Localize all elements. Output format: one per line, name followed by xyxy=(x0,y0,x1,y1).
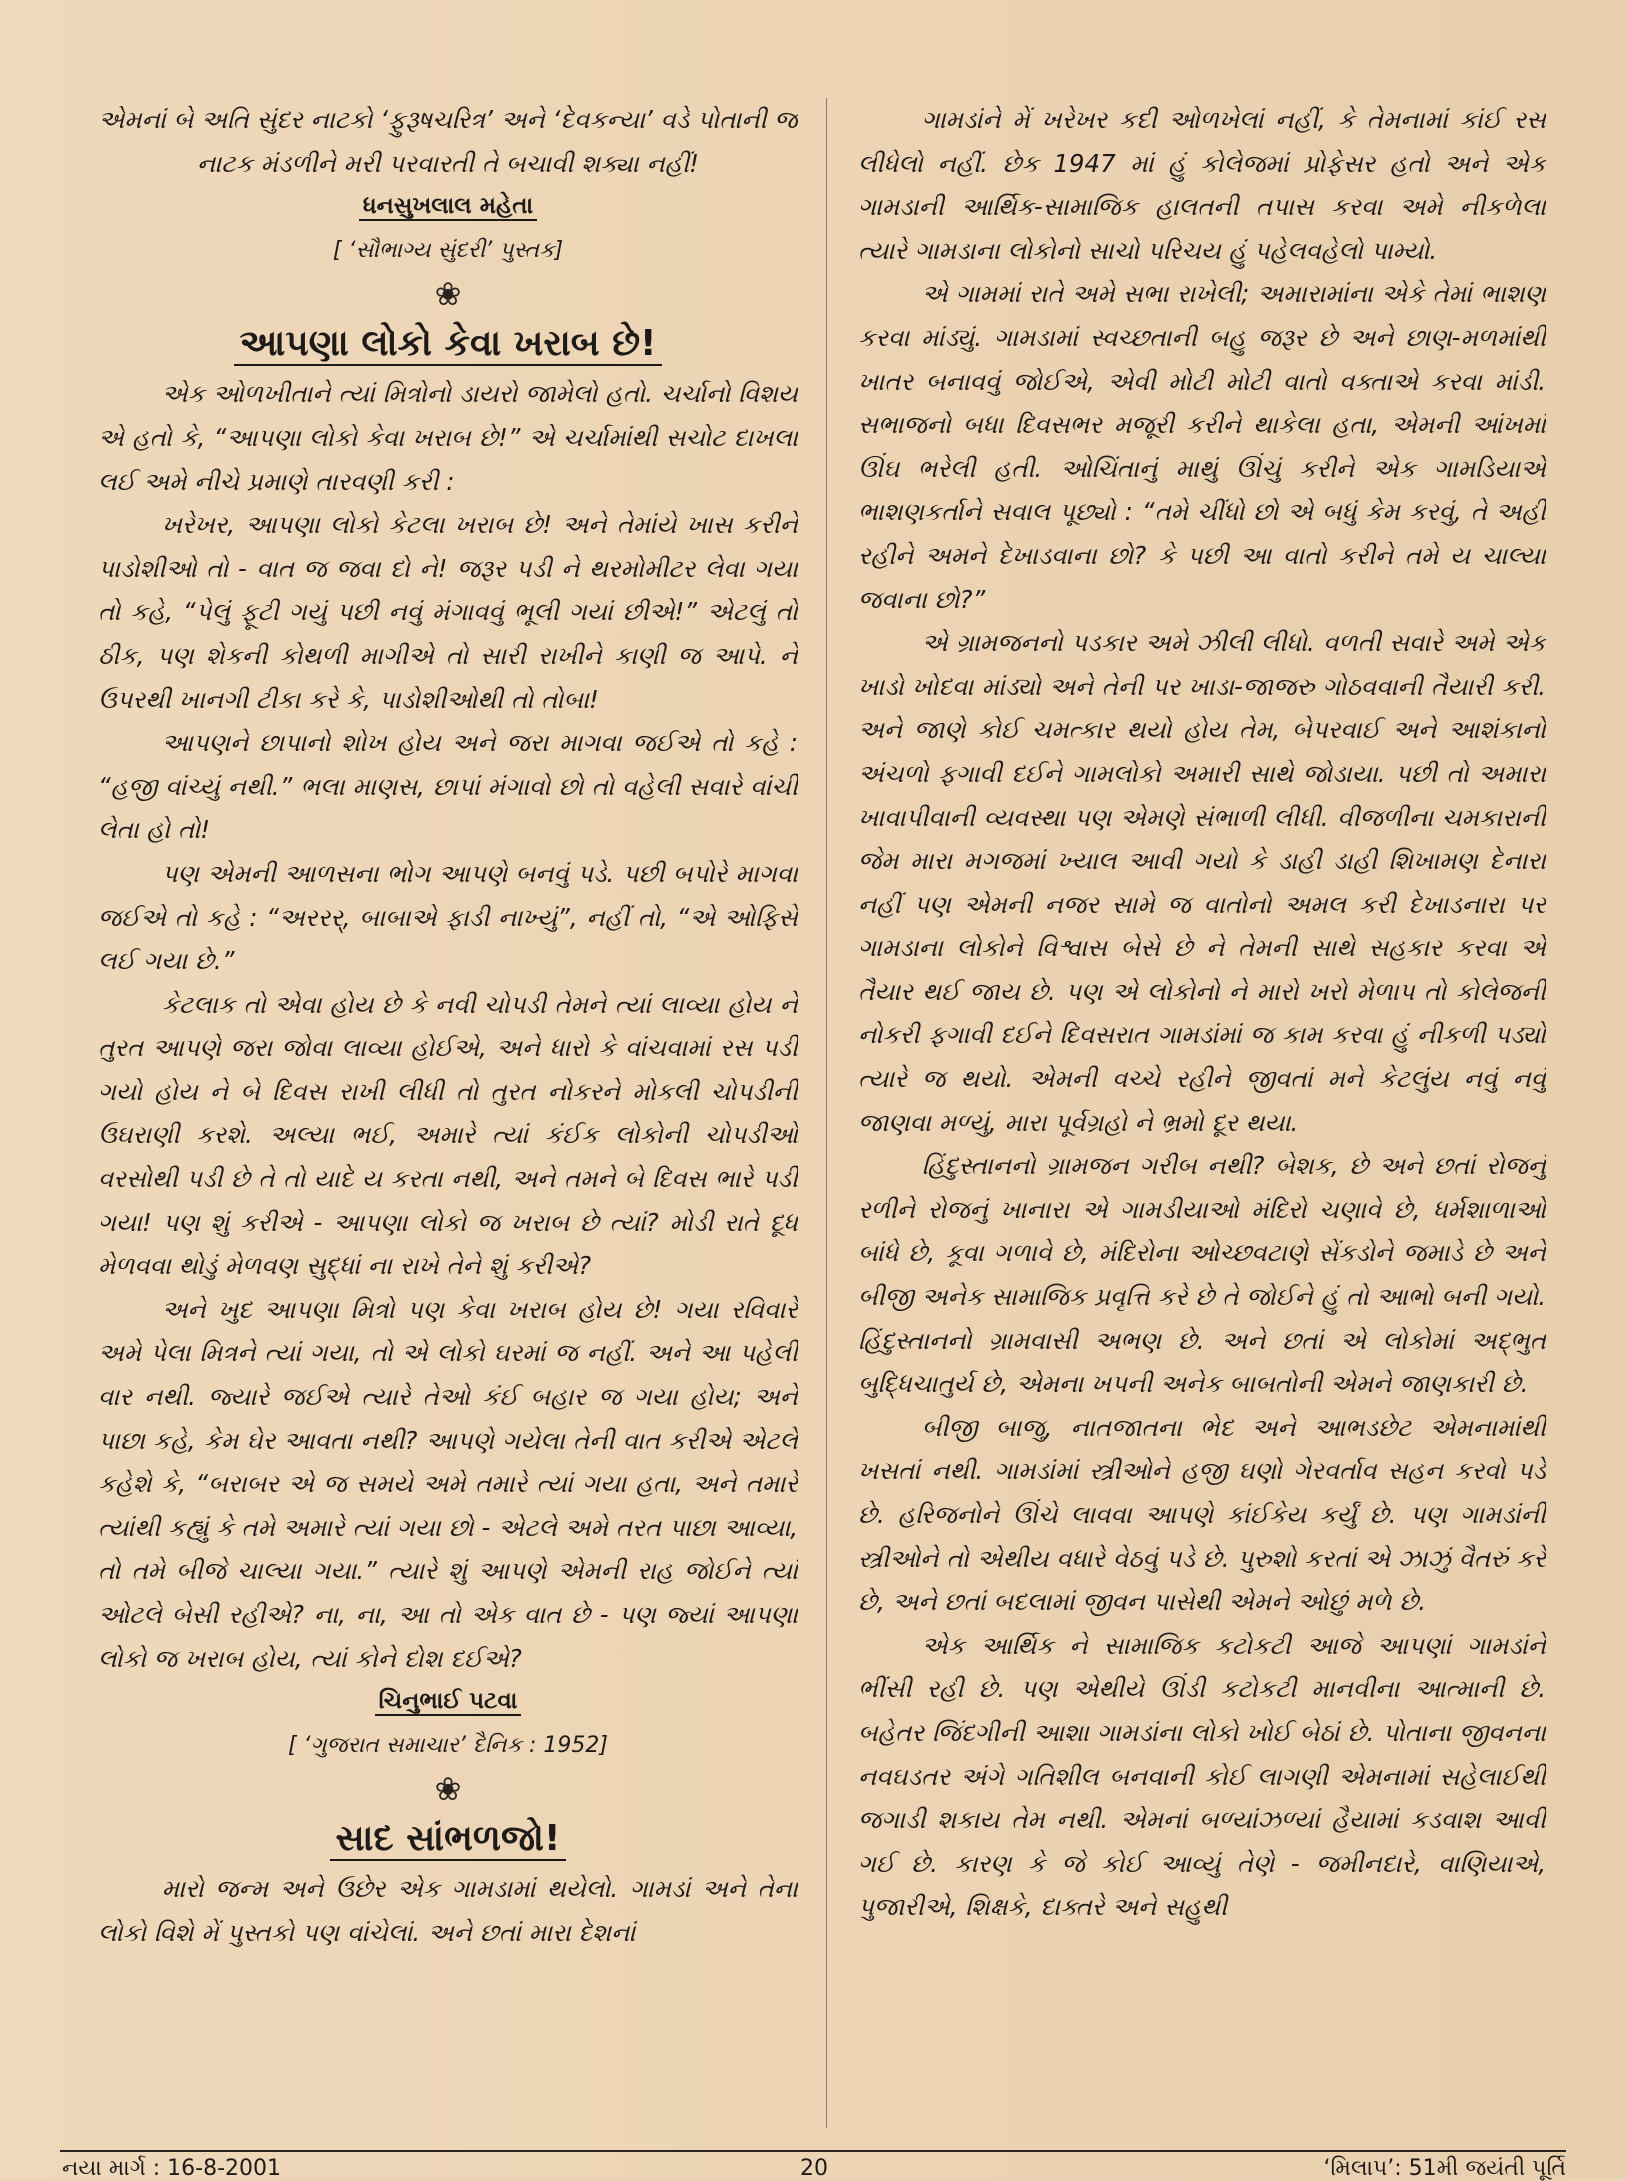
article-heading-text: આપણા લોકો કેવા ખરાબ છે! xyxy=(234,323,663,366)
paragraph: ખરેખર, આપણા લોકો કેટલા ખરાબ છે! અને તેમાંયે ખાસ કરીને પાડોશીઓ તો - વાત જ જવા દો ને! જરૂર પડી ને થરમોમીટર લેવા ગયા તો કહે, “પેલું ફૂટી ગયું પછી નવું મંગાવવું ભૂલી ગયાં છીએ!” એટલું તો ઠીક, પણ શેકની કોથળી માગીએ તો સારી રાખીને કાણી જ આપે. ને ઉપરથી ખાનગી ટીકા કરે કે, પાડોશીઓથી તો તોબા! xyxy=(98,510,798,714)
paragraph: આપણને છાપાનો શોખ હોય અને જરા માગવા જઈએ તો કહે : “હજી વાંચ્યું નથી.” ભલા માણસ, છાપાં મંગાવો છો તો વહેલી સવારે વાંચી લેતા હો તો! xyxy=(98,728,798,845)
paragraph: અને ખુદ આપણા મિત્રો પણ કેવા ખરાબ હોય છે! ગયા રવિવારે અમે પેલા મિત્રને ત્યાં ગયા, તો એ લોકો ઘરમાં જ નહીં. અને આ પહેલી વાર નથી. જ્યારે જઈએ ત્યારે તેઓ કંઈ બહાર જ ગયા હોય; અને પાછા કહે, કેમ ઘેર આવતા નથી? આપણે ગયેલા તેની વાત કરીએ એટલે કહેશે કે, “બરાબર એ જ સમયે અમે તમારે ત્યાં ગયા હતા, અને તમારે ત્યાંથી કહ્યું કે તમે અમારે ત્યાં ગયા છો - એટલે અમે તરત પાછા આવ્યા, તો તમે બીજે ચાલ્યા ગયા.” ત્યારે શું આપણે એમની રાહ જોઈને ત્યાં ઓટલે બેસી રહીએ? ના, ના, આ તો એક વાત છે - પણ જ્યાં આપણા લોકો જ ખરાબ હોય, ત્યાં કોને દોશ દઈએ? xyxy=(98,1294,798,1673)
author-source: [ ‘સૌભાગ્ય સુંદરી’ પુસ્તક] xyxy=(332,237,564,263)
intro-text: એમનાં બે અતિ સુંદર નાટકો ‘ફુરૂષચરિત્ર’ અને ‘દેવકન્યા’ વડે પોતાની જ નાટક મંડળીને મરી પરવારતી તે બચાવી શક્યા નહીં! xyxy=(98,105,798,178)
column-divider xyxy=(826,98,827,2128)
author-name xyxy=(98,185,798,229)
paragraph: બીજી બાજુ, નાતજાતના ભેદ અને આભડછેટ એમનામાંથી ખસતાં નથી. ગામડાંમાં સ્ત્રીઓને હજી ઘણો ગેરવર્તાવ સહન કરવો પડે છે. હરિજનોને ઊંચે લાવવા આપણે કાંઈકેય કર્યું છે. પણ ગામડાંની સ્ત્રીઓને તો એથીય વધારે વેઠવું પડે છે. પુરુશો કરતાં એ ઝાઝું વૈતરું કરે છે, અને છતાં બદલામાં જીવન પાસેથી એમને ઓછું મળે છે. xyxy=(858,1412,1546,1617)
flower-ornament-icon: ❀ xyxy=(434,275,462,314)
article-heading-text: સાદ સાંભળજો! xyxy=(330,1818,567,1861)
author-source: [ ‘ગુજરાત સમાચાર’ દૈનિક : 1952] xyxy=(287,1732,609,1758)
page-number: 20 xyxy=(800,2156,828,2181)
right-column xyxy=(858,98,1546,2133)
author-name-text: ધનસુખલાલ મહેતા xyxy=(359,193,537,221)
paragraph: એક આર્થિક ને સામાજિક કટોકટી આજે આપણાં ગામડાંને ભીંસી રહી છે. પણ એથીયે ઊંડી કટોકટી માનવીના આત્માની છે. બહેતર જિંદગીની આશા ગામડાંના લોકો ખોઈ બેઠાં છે. પોતાના જીવનના નવઘડતર અંગે ગતિશીલ બનવાની કોઈ લાગણી એમનામાં સહેલાઈથી જગાડી શકાય તેમ નથી. એમનાં બળ્યાંઝળ્યાં હૈયામાં કડવાશ આવી ગઈ છે. કારણ કે જે કોઈ આવ્યું તેણે - જમીનદારે, વાણિયાએ, પુજારીએ, શિક્ષકે, દાક્તરે અને સહુથી xyxy=(858,1630,1546,1922)
left-column xyxy=(98,98,798,2133)
paragraph: પણ એમની આળસના ભોગ આપણે બનવું પડે. પછી બપોરે માગવા જઈએ તો કહે : “અરરર્, બાબાએ ફાડી નાખ્યું”, નહીં તો, “એ ઓફિસે લઈ ગયા છે.” xyxy=(98,858,798,976)
paragraph: એ ગ્રામજનનો પડકાર અમે ઝીલી લીધો. વળતી સવારે અમે એક ખાડો ખોદવા માંડ્યો અને તેની પર ખાડા-જાજરુ ગોઠવવાની તૈયારી કરી. અને જાણે કોઈ ચમત્કાર થયો હોય તેમ, બેપરવાઈ અને આશંકાનો અંચળો ફગાવી દઈને ગામલોકો અમારી સાથે જોડાયા. પછી તો અમારા ખાવાપીવાની વ્યવસ્થા પણ એમણે સંભાળી લીધી. વીજળીના ચમકારાની જેમ મારા મગજમાં ખ્યાલ આવી ગયો કે ડાહી ડાહી શિખામણ દેનારા નહીં પણ એમની નજર સામે જ વાતોનો અમલ કરી દેખાડનારા પર ગામડાના લોકોને વિશ્વાસ બેસે છે ને તેમની સાથે સહકાર કરવા એ તૈયાર થઈ જાય છે. પણ એ લોકોનો ને મારો ખરો મેળાપ તો કોલેજની નોકરી ફગાવી દઈને દિવસરાત ગામડાંમાં જ કામ કરવા હું નીકળી પડ્યો ત્યારે જ થયો. એમની વચ્ચે રહીને જીવતાં મને કેટલુંય નવું નવું જાણવા મળ્યું, મારા પૂર્વગ્રહો ને ભ્રમો દૂર થયા. xyxy=(858,628,1546,1137)
article-heading xyxy=(98,1811,798,1867)
paragraph: ગામડાંને મેં ખરેખર કદી ઓળખેલાં નહીં, કે તેમનામાં કાંઈ રસ લીધેલો નહીં. છેક 1947 માં હું કોલેજમાં પ્રોફેસર હતો અને એક ગામડાની આર્થિક-સામાજિક હાલતની તપાસ કરવા અમે નીકળેલા ત્યારે ગામડાના લોકોનો સાચો પરિચય હું પહેલવહેલો પામ્યો. xyxy=(858,105,1546,265)
paragraph: કેટલાક તો એવા હોય છે કે નવી ચોપડી તેમને ત્યાં લાવ્યા હોય ને તુરત આપણે જરા જોવા લાવ્યા હોઈએ, અને ધારો કે વાંચવામાં રસ પડી ગયો હોય ને બે દિવસ રાખી લીધી તો તુરત નોકરને મોકલી ચોપડીની ઉઘરાણી કરશે. અલ્યા ભઈ, અમારે ત્યાં કંઈક લોકોની ચોપડીઓ વરસોથી પડી છે તે તો યાદે ય કરતા નથી, અને તમને બે દિવસ ભારે પડી ગયા! પણ શું કરીએ - આપણા લોકો જ ખરાબ છે ત્યાં? મોડી રાતે દૂધ મેળવવા થોડું મેળવણ સુદ્ધાં ના રાખે તેને શું કરીએ? xyxy=(98,989,798,1281)
author-name xyxy=(98,1680,798,1724)
footer-publication: નયા માર્ગ : 16-8-2001 xyxy=(62,2156,282,2181)
article-heading xyxy=(98,316,798,372)
flower-ornament-icon: ❀ xyxy=(434,1770,462,1809)
paragraph: એક ઓળખીતાને ત્યાં મિત્રોનો ડાયરો જામેલો હતો. ચર્ચાનો વિશય એ હતો કે, “આપણા લોકો કેવા ખરાબ છે!” એ ચર્ચામાંથી સચોટ દાખલા લઈ અમે નીચે પ્રમાણે તારવણી કરી : xyxy=(98,379,798,496)
author-name-text: ચિનુભાઈ પટવા xyxy=(375,1688,522,1716)
paragraph: મારો જન્મ અને ઉછેર એક ગામડામાં થયેલો. ગામડાં અને તેના લોકો વિશે મેં પુસ્તકો પણ વાંચેલાં. અને છતાં મારા દેશનાં xyxy=(98,1874,798,1947)
footer-supplement: ‘મિલાપ’: 51મી જયંતી પૂર્તિ xyxy=(1323,2156,1566,2181)
paragraph: હિંદુસ્તાનનો ગ્રામજન ગરીબ નથી? બેશક, છે અને છતાં રોજનું રળીને રોજનું ખાનારા એ ગામડીયાઓ મંદિરો ચણાવે છે, ધર્મશાળાઓ બાંધે છે, કૂવા ગળાવે છે, મંદિરોના ઓચ્છવટાણે સેંકડોને જમાડે છે અને બીજી અનેક સામાજિક પ્રવૃત્તિ કરે છે તે જોઈને હું તો આભો બની ગયો. હિંદુસ્તાનનો ગ્રામવાસી અભણ છે. અને છતાં એ લોકોમાં અદ્ભુત બુદ્ધિચાતુર્ય છે, એમના ખપની અનેક બાબતોની એમને જાણકારી છે. xyxy=(858,1151,1546,1399)
paragraph: એ ગામમાં રાતે અમે સભા રાખેલી; અમારામાંના એકે તેમાં ભાશણ કરવા માંડ્યું. ગામડામાં સ્વચ્છતાની બહુ જરૂર છે અને છાણ-મળમાંથી ખાતર બનાવવું જોઈએ, એવી મોટી મોટી વાતો વક્તાએ કરવા માંડી. સભાજનો બધા દિવસભર મજૂરી કરીને થાકેલા હતા, એમની આંખમાં ઊંઘ ભરેલી હતી. ઓચિંતાનું માથું ઊંચું કરીને એક ગામડિયાએ ભાશણકર્તાને સવાલ પૂછ્યો : “તમે ચીંધો છો એ બધું કેમ કરવું, તે અહીં રહીને અમને દેખાડવાના છો? કે પછી આ વાતો કરીને તમે ય ચાલ્યા જવાના છો?” xyxy=(858,279,1546,614)
footer-rule xyxy=(60,2150,1566,2152)
